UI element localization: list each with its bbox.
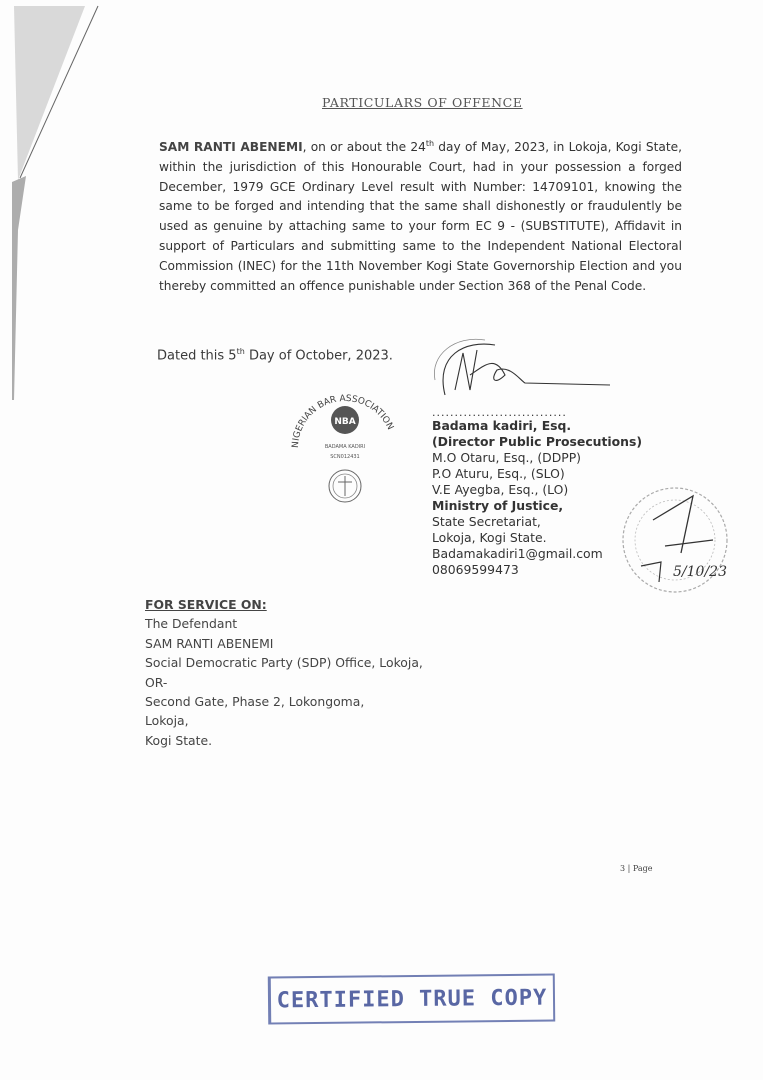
signatory-name: Badama kadiri, Esq.	[432, 418, 572, 433]
service-line: Second Gate, Phase 2, Lokongoma,	[145, 694, 365, 710]
nba-seal	[280, 378, 410, 513]
seal-ring-text: NIGERIAN BAR ASSOCIATION	[290, 393, 395, 449]
service-heading: FOR SERVICE ON:	[145, 597, 267, 612]
charge-text-2: day of May, 2023, in Lokoja, Kogi State, within the jurisdiction of this Honourable Court, had in your possession a forged December, 1979 GCE Ordinary Level result with Number: 14709101, knowing the same to be forged and intending that the same shall dishonestly or fraudulently be used as genuine by attaching same to your form EC 9 - (SUBSTITUTE), Affidavit in support of Particulars and submitting same to the Independent National Electoral Commission (INEC) for the 11th November Kogi State Governorship Election and you thereby committed an offence punishable under Section 368 of the Penal Code.	[159, 140, 682, 293]
service-line: The Defendant	[145, 616, 238, 632]
seal-holder: BADAMA KADIRI	[324, 444, 366, 450]
dated-suffix: Day of October, 2023.	[244, 348, 393, 364]
service-line: Lokoja,	[145, 713, 189, 729]
phone-text: 08069599473	[432, 562, 519, 577]
court-stamp	[603, 478, 758, 603]
service-defendant-name: SAM RANTI ABENEMI	[145, 635, 274, 651]
email-text: Badamakadiri1@gmail.com	[432, 546, 603, 561]
charge-paragraph	[159, 134, 682, 296]
dated-line	[157, 347, 393, 363]
counsel-line: P.O Aturu, Esq., (SLO)	[432, 466, 565, 481]
dated-prefix: Dated this 5	[157, 348, 237, 364]
defendant-name: SAM RANTI ABENEMI	[159, 140, 303, 155]
service-line: Kogi State.	[145, 732, 213, 748]
address-line: State Secretariat,	[432, 514, 541, 529]
counsel-line: V.E Ayegba, Esq., (LO)	[432, 482, 569, 497]
counsel-line: M.O Otaru, Esq., (DDPP)	[432, 450, 582, 465]
signature-line: ..............................	[432, 406, 567, 419]
dated-sup: th	[236, 347, 245, 356]
address-line: Lokoja, Kogi State.	[432, 530, 547, 545]
service-line: Social Democratic Party (SDP) Office, Lokoja,	[145, 655, 423, 671]
document-title: PARTICULARS OF OFFENCE	[322, 95, 523, 110]
page-number: 3 | Page	[620, 864, 653, 873]
seal-number: SCN012431	[330, 454, 360, 460]
ministry-line: Ministry of Justice,	[432, 498, 564, 513]
signature-icon	[425, 335, 615, 410]
scan-edge-shadow	[0, 0, 120, 400]
charge-sup: th	[425, 139, 435, 148]
service-section	[145, 595, 423, 750]
charge-text-1: , on or about the 24	[302, 140, 426, 155]
certified-true-copy-stamp: CERTIFIED TRUE COPY	[268, 973, 555, 1024]
signatory-title: (Director Public Prosecutions)	[432, 434, 643, 449]
service-line: OR-	[145, 674, 168, 690]
seal-logo-text: NBA	[334, 417, 356, 427]
handwritten-date: 5/10/23	[673, 564, 727, 580]
